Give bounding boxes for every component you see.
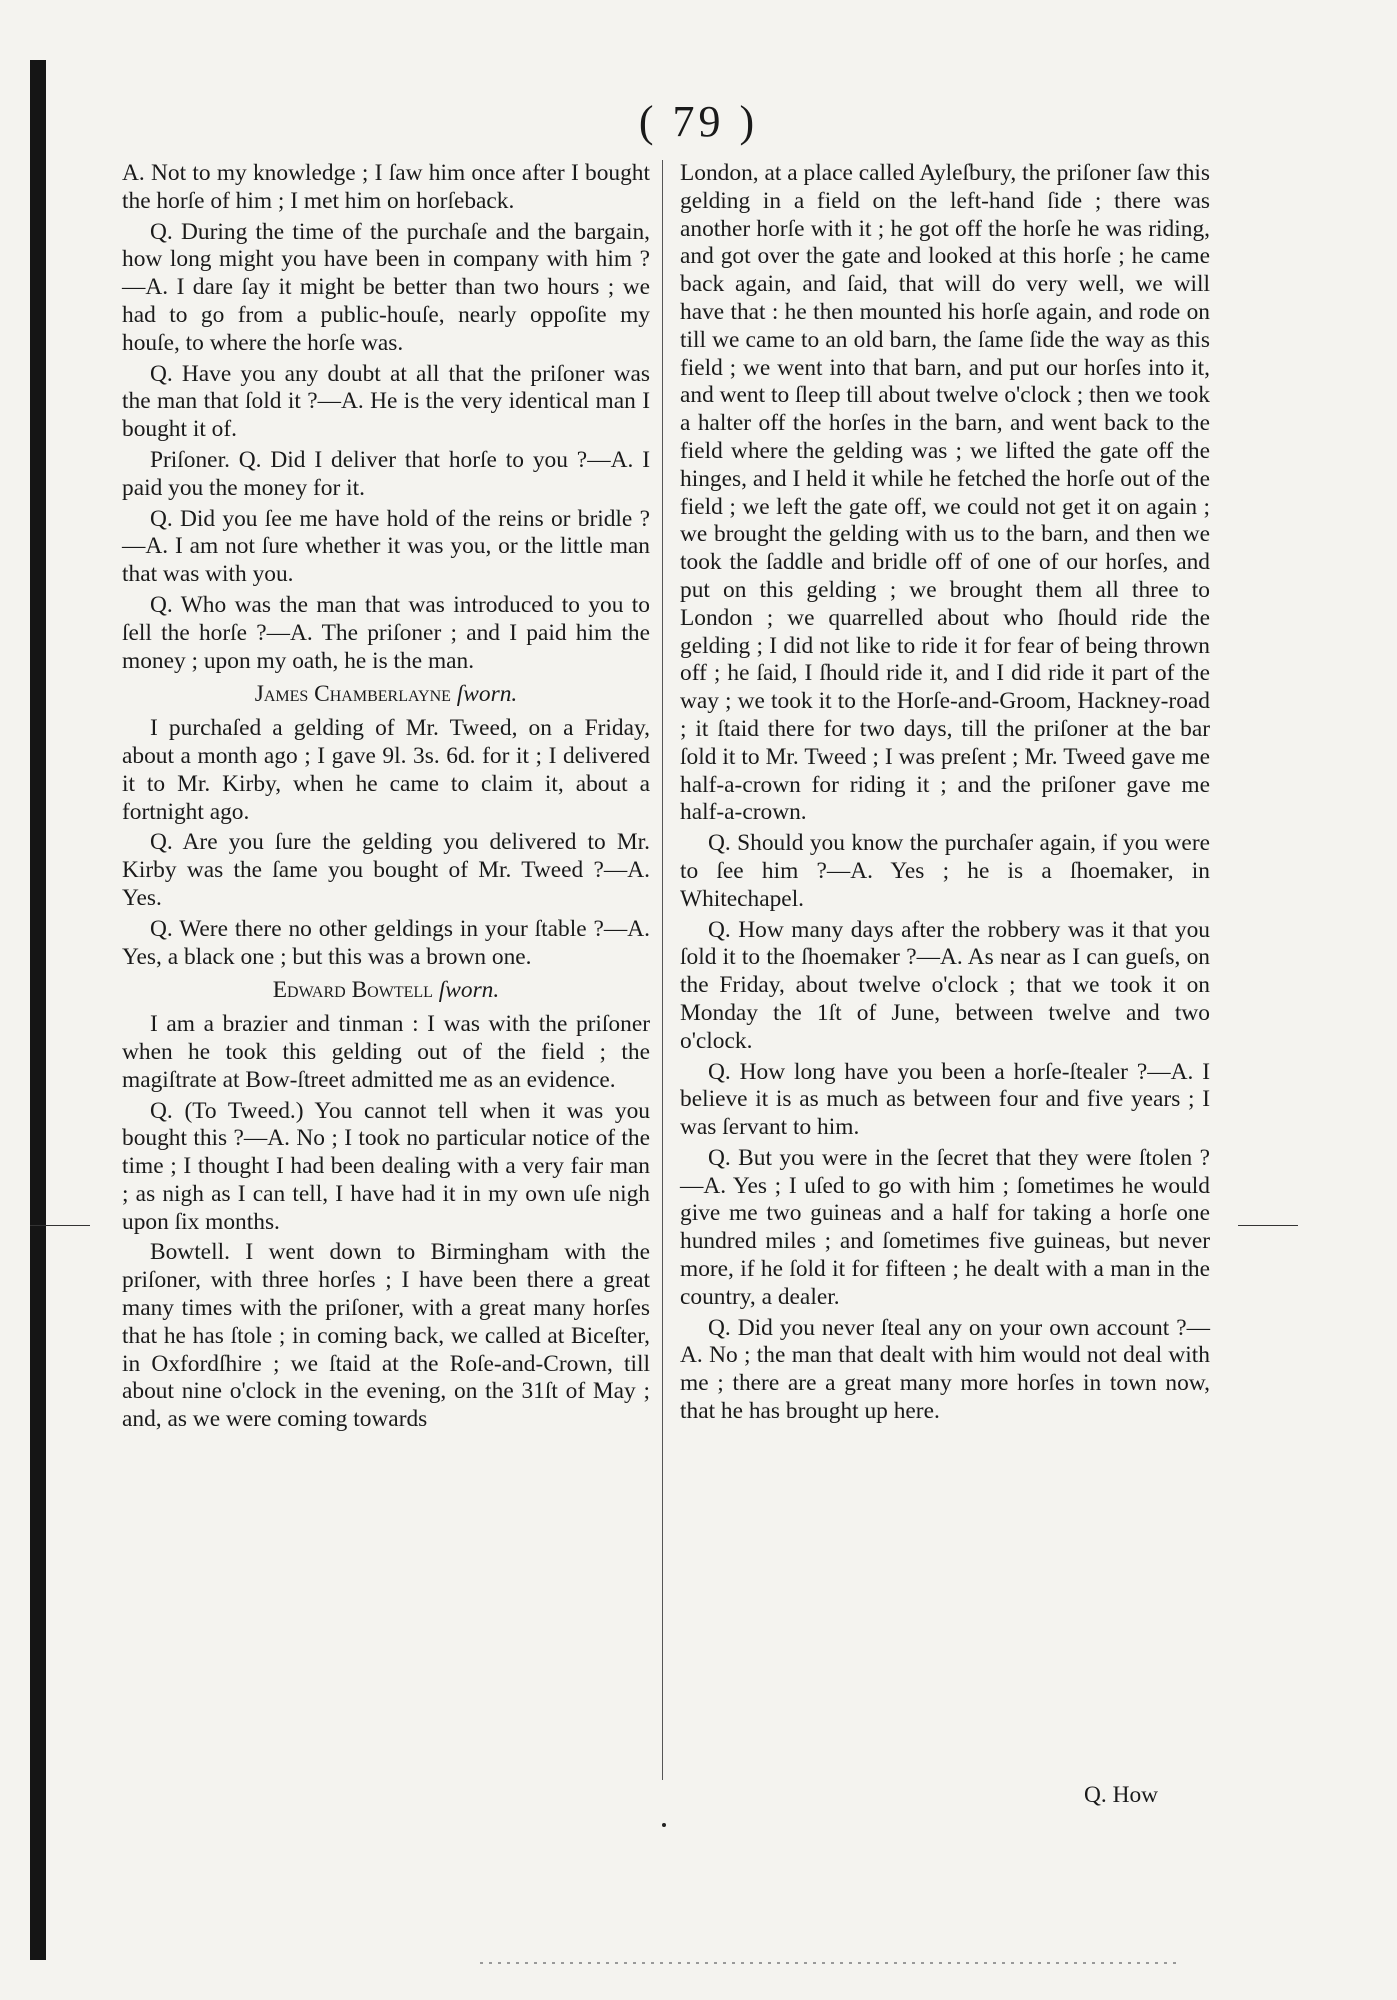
witness-heading <box>122 681 650 709</box>
scan-speck <box>662 1823 666 1827</box>
witness-heading <box>122 977 650 1005</box>
testimony-paragraph: Priſoner. Q. Did I deliver that horſe to you ?—A. I paid you the money for it. <box>122 446 650 501</box>
testimony-paragraph: Q. Are you ſure the gelding you delivered to Mr. Kirby was the ſame you bought of Mr. Tweed ?—A. Yes. <box>122 829 650 911</box>
testimony-paragraph: Q. But you were in the ſecret that they were ſtolen ?—A. Yes ; I uſed to go with him ; ſometimes he would give me two guineas and a half for taking a horſe one hundred miles ; and ſometimes five guineas, but never more, if he ſold it for fifteen ; he dealt with a man in the country, a dealer. <box>680 1144 1210 1310</box>
testimony-paragraph: A. Not to my knowledge ; I ſaw him once after I bought the horſe of him ; I met him on horſeback. <box>122 160 650 214</box>
page-number: ( 79 ) <box>638 97 759 146</box>
testimony-paragraph: Bowtell. I went down to Birmingham with the priſoner, with three horſes ; I have been there a great many times with the priſoner, with a great many horſes that he has ſtole ; in coming back, we called at Biceſter, in Oxfordſhire ; we ſtaid at the Roſe-and-Crown, till about nine o'clock in the evening, on the 31ſt of May ; and, as we were coming towards <box>122 1239 650 1433</box>
testimony-paragraph: I purchaſed a gelding of Mr. Tweed, on a Friday, about a month ago ; I gave 9l. 3s. 6d. for it ; I delivered it to Mr. Kirby, when he came to claim it, about a fortnight ago. <box>122 715 650 825</box>
catchword: Q. How <box>1084 1782 1159 1808</box>
scan-edge-mark <box>1238 1225 1298 1226</box>
column-divider <box>662 160 663 1780</box>
witness-name: James Chamberlayne <box>254 681 451 708</box>
testimony-paragraph: Q. During the time of the purchaſe and the bargain, how long might you have been in company with him ?—A. I dare ſay it might be better than two hours ; we had to go from a public-houſe, nearly oppoſite my houſe, to where the horſe was. <box>122 218 650 356</box>
scan-noise <box>480 1962 1180 1964</box>
sworn-label: ſworn. <box>438 977 500 1004</box>
right-column <box>680 160 1210 1429</box>
witness-name: Edward Bowtell <box>272 977 433 1004</box>
scan-edge-mark <box>30 1225 90 1226</box>
testimony-paragraph: Q. Have you any doubt at all that the priſoner was the man that ſold it ?—A. He is the very identical man I bought it of. <box>122 360 650 443</box>
sworn-label: ſworn. <box>456 681 518 708</box>
testimony-paragraph: London, at a place called Ayleſbury, the priſoner ſaw this gelding in a field on the left-hand ſide ; there was another horſe with it ; he got off the horſe he was riding, and got over the gate and looked at this horſe ; he came back again, and ſaid, that will do very well, we will have that : he then mounted his horſe again, and rode on till we came to an old barn, the ſame ſide the way as this field ; we went into that barn, and put our horſes into it, and went to ſleep till about twelve o'clock ; then we took a halter off the horſes in the barn, and went back to the field where the gelding was ; we lifted the gate off the hinges, and I held it while he fetched the horſe out of the field ; we left the gate off, we could not get it on again ; we brought the gelding with us to the barn, and then we took the ſaddle and bridle off of one of our horſes, and put on this gelding ; we brought them all three to London ; we quarrelled about who ſhould ride the gelding ; I did not like to ride it for fear of being thrown off ; he ſaid, I ſhould ride it, and I did ride it part of the way ; we took it to the Horſe-and-Groom, Hackney-road ; it ſtaid there for two days, till the priſoner at the bar ſold it to Mr. Tweed ; I was preſent ; Mr. Tweed gave me half-a-crown for riding it ; and the priſoner gave me half-a-crown. <box>680 160 1210 826</box>
testimony-paragraph: Q. Did you never ſteal any on your own account ?—A. No ; the man that dealt with him would not deal with me ; there are a great many more horſes in town now, that he has brought up here. <box>680 1314 1210 1425</box>
testimony-paragraph: Q. (To Tweed.) You cannot tell when it was you bought this ?—A. No ; I took no particular notice of the time ; I thought I had been dealing with a very fair man ; as nigh as I can tell, I have had it in my own uſe nigh upon ſix months. <box>122 1097 650 1235</box>
testimony-paragraph: Q. How long have you been a horſe-ſtealer ?—A. I believe it is as much as between four and five years ; I was ſervant to him. <box>680 1058 1210 1141</box>
testimony-paragraph: Q. Did you ſee me have hold of the reins or bridle ?—A. I am not ſure whether it was you, or the little man that was with you. <box>122 505 650 588</box>
testimony-paragraph: Q. How many days after the robbery was it that you ſold it to the ſhoemaker ?—A. As near as I can gueſs, on the Friday, about twelve o'clock ; that we took it on Monday the 1ſt of June, between twelve and two o'clock. <box>680 916 1210 1054</box>
testimony-paragraph: I am a brazier and tinman : I was with the priſoner when he took this gelding out of the field ; the magiſtrate at Bow-ſtreet admitted me as an evidence. <box>122 1011 650 1093</box>
scan-binding-edge <box>30 60 46 1960</box>
testimony-paragraph: Q. Were there no other geldings in your ſtable ?—A. Yes, a black one ; but this was a brown one. <box>122 915 650 970</box>
left-column <box>122 160 650 1437</box>
testimony-paragraph: Q. Should you know the purchaſer again, if you were to ſee him ?—A. Yes ; he is a ſhoemaker, in Whitechapel. <box>680 830 1210 912</box>
testimony-paragraph: Q. Who was the man that was introduced to you to ſell the horſe ?—A. The priſoner ; and I paid him the money ; upon my oath, he is the man. <box>122 591 650 674</box>
